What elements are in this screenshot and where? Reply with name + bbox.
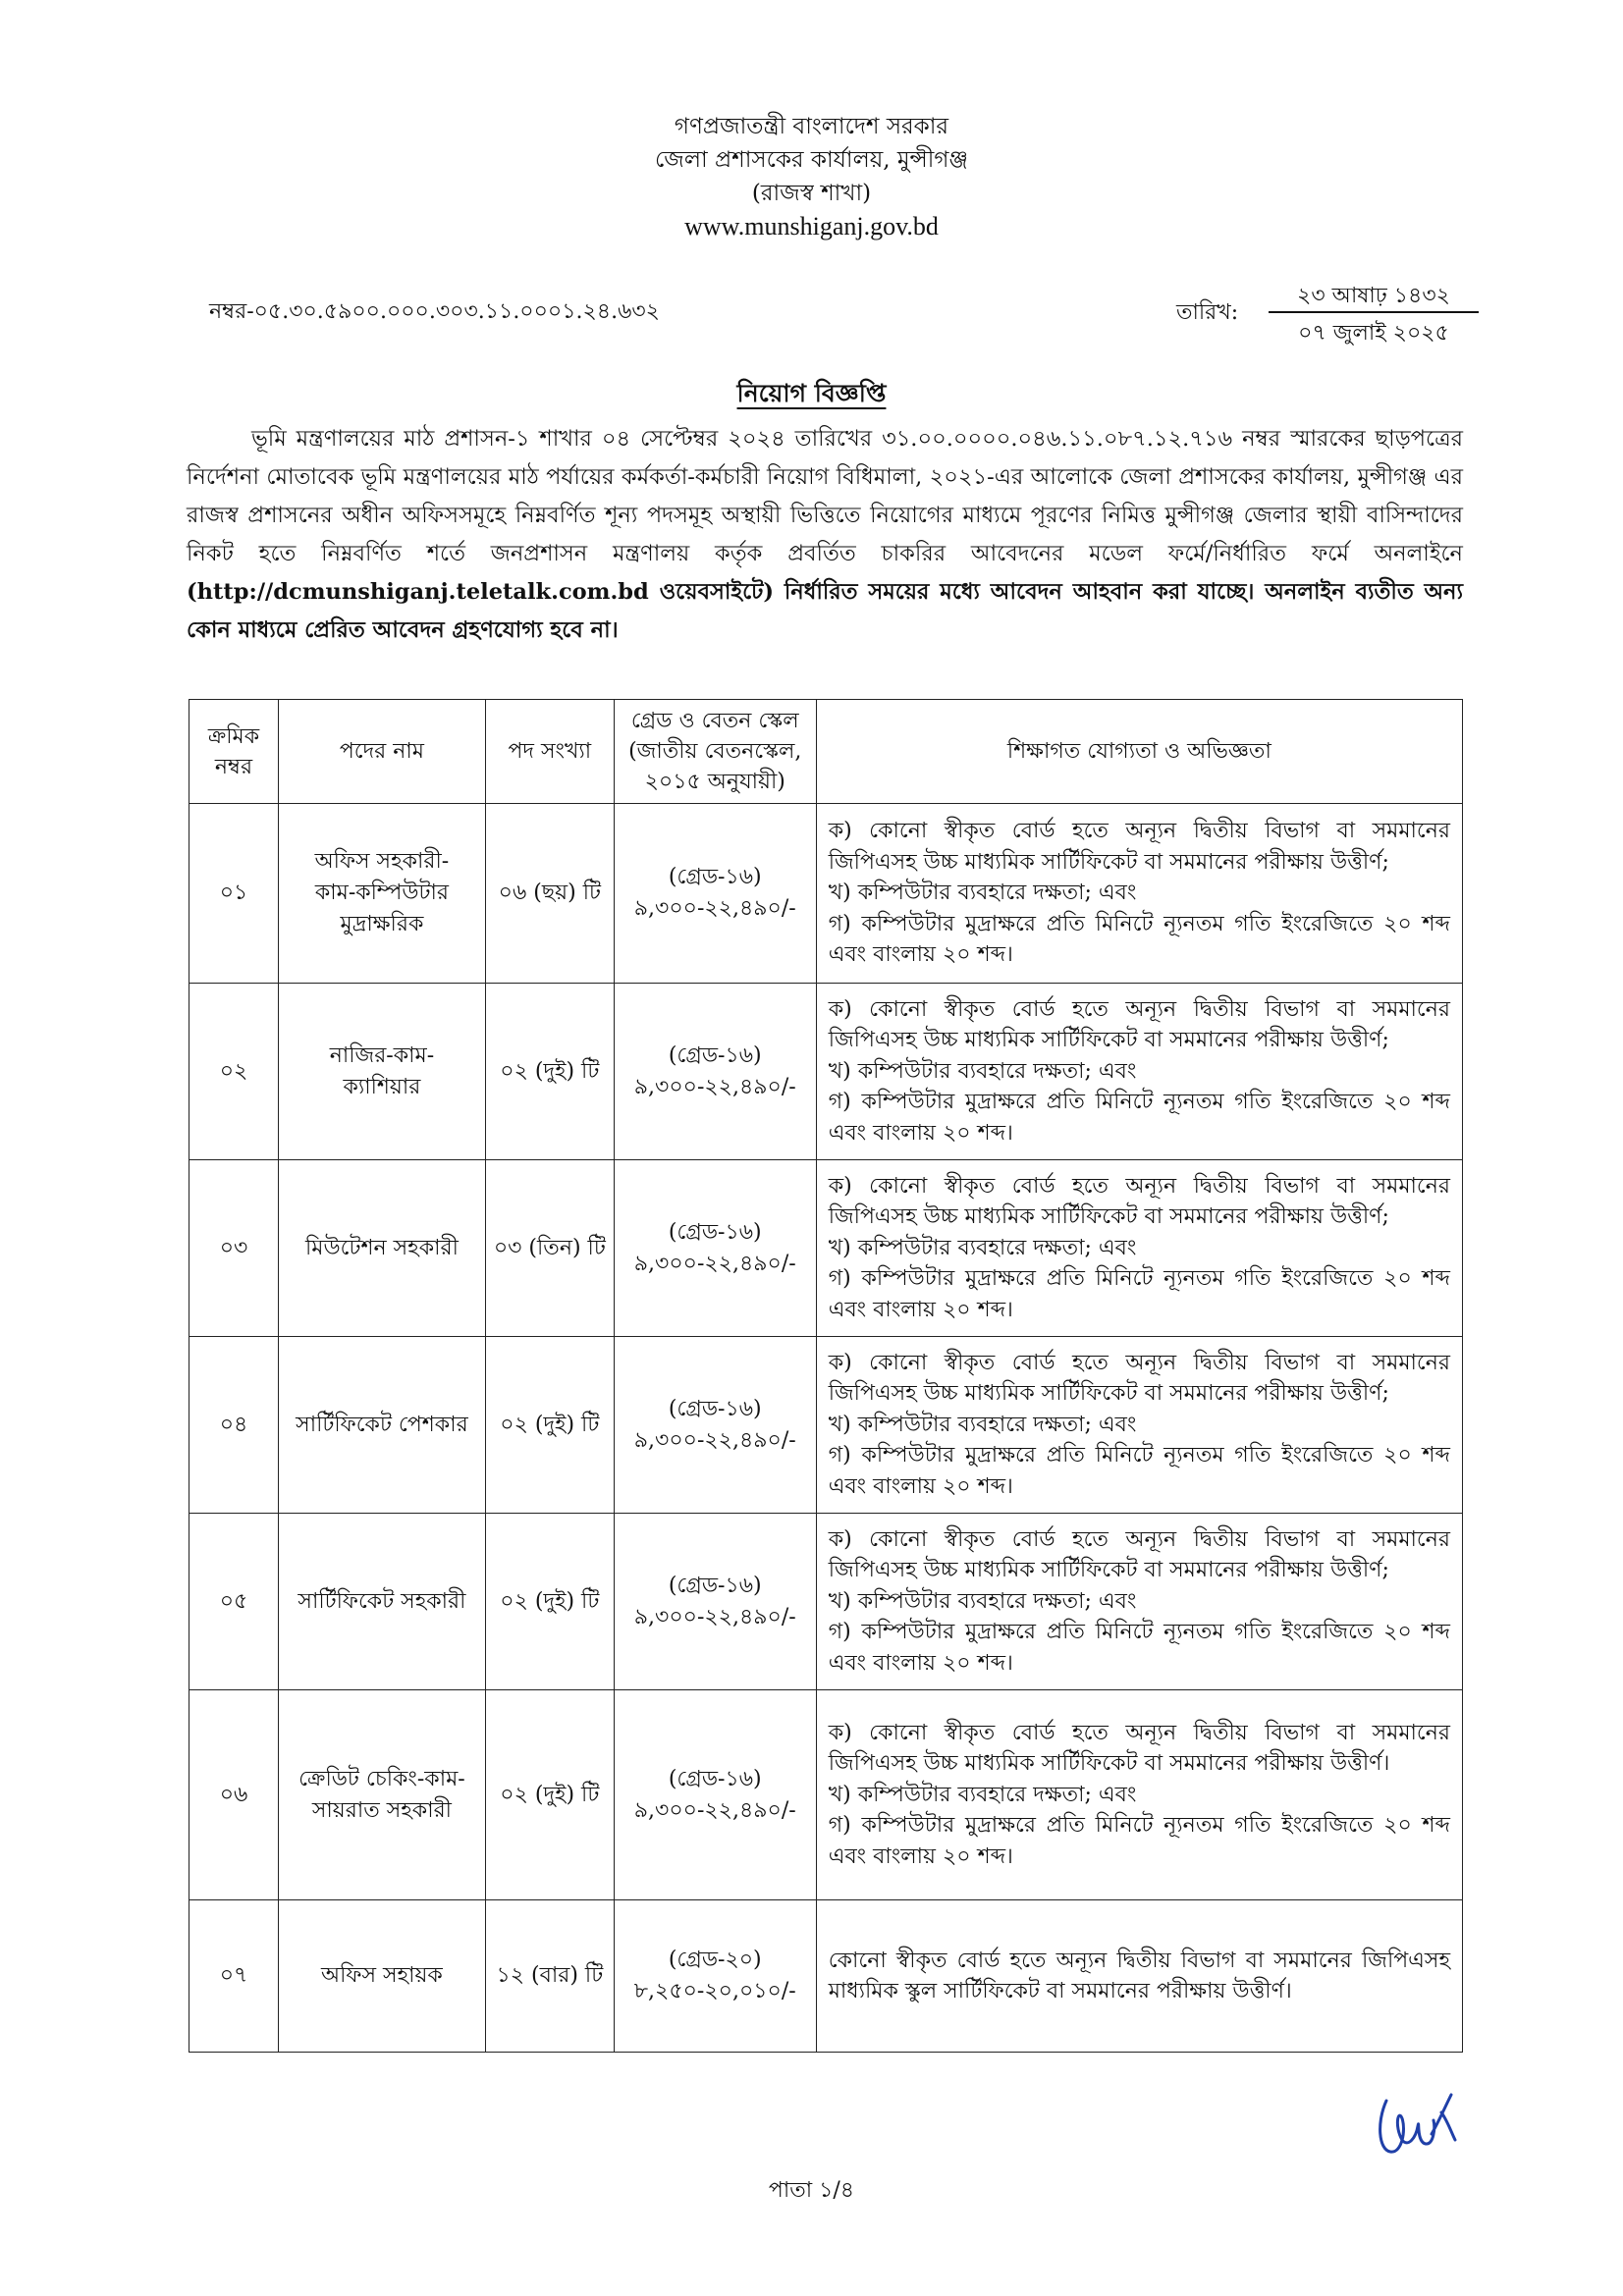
office-name: জেলা প্রশাসকের কার্যালয়, মুন্সীগঞ্জ <box>654 147 969 173</box>
qualification-item: খ) কম্পিউটার ব্যবহারে দক্ষতা; এবং <box>828 1235 1137 1260</box>
signature-mark <box>1373 2083 1461 2166</box>
row-qualification <box>816 804 1462 984</box>
table-header-row <box>189 700 1463 804</box>
row-serial: ০৪ <box>189 1337 279 1514</box>
row-grade-scale <box>614 1900 816 2053</box>
row-count: ০৩ (তিন) টি <box>485 1160 614 1337</box>
date-bangla: ২৩ আষাঢ় ১৪৩২ <box>1297 284 1450 308</box>
notice-title-text: নিয়োগ বিজ্ঞপ্তি <box>736 379 887 407</box>
table-row <box>189 804 1463 984</box>
table-row <box>189 1690 1463 1900</box>
qualification-item: কোনো স্বীকৃত বোর্ড হতে অন্যূন দ্বিতীয় বিভাগ বা সমমানের জিপিএসহ মাধ্যমিক স্কুল সার্টিফিকেট বা সমমানের পরীক্ষায় উত্তীর্ণ। <box>828 1948 1450 2003</box>
qualification-item: গ) কম্পিউটার মুদ্রাক্ষরে প্রতি মিনিটে ন্যূনতম গতি ইংরেজিতে ২০ শব্দ এবং বাংলায় ২০ শব্দ। <box>828 1090 1450 1146</box>
page-number: পাতা ১/৪ <box>768 2178 855 2203</box>
row-pay-scale: ৯,৩০০-২২,৪৯০/- <box>633 1797 796 1823</box>
row-serial: ০৫ <box>189 1514 279 1690</box>
table-body <box>189 804 1463 2053</box>
row-serial: ০৭ <box>189 1900 279 2053</box>
row-post: মিউটেশন সহকারী <box>278 1160 485 1337</box>
date-label: তারিখ: <box>1176 300 1239 325</box>
row-qualification <box>816 1690 1462 1900</box>
row-grade: (গ্রেড-১৬) <box>668 1573 762 1598</box>
row-count: ১২ (বার) টি <box>485 1900 614 2053</box>
qualification-item: গ) কম্পিউটার মুদ্রাক্ষরে প্রতি মিনিটে ন্যূনতম গতি ইংরেজিতে ২০ শব্দ এবং বাংলায় ২০ শব্দ। <box>828 1266 1450 1322</box>
row-pay-scale: ৮,২৫০-২০,০১০/- <box>633 1979 796 2003</box>
row-pay-scale: ৯,৩০০-২২,৪৯০/- <box>633 1251 796 1276</box>
intro-body: ভূমি মন্ত্রণালয়ের মাঠ প্রশাসন-১ শাখার ০৪ সেপ্টেম্বর ২০২৪ তারিখের ৩১.০০.০০০০.০৪৬.১১.০৮৭.১২.৭১৬ নম্বর স্মারকের ছাড়পত্রের নির্দেশনা মোতাবেক ভূমি মন্ত্রণালয়ের মাঠ পর্যায়ের কর্মকর্তা-কর্মচারী নিয়োগ বিধিমালা, ২০২১-এর আলোকে জেলা প্রশাসকের কার্যালয়, মুন্সীগঞ্জ এর রাজস্ব প্রশাসনের অধীন অফিসসমূহে নিম্নবর্ণিত শূন্য পদসমূহ অস্থায়ী ভিত্তিতে নিয়োগের মাধ্যমে পূরণের নিমিত্ত মুন্সীগঞ্জ জেলার স্থায়ী বাসিন্দাদের নিকট হতে নিম্নবর্ণিত শর্তে জনপ্রশাসন মন্ত্রণালয় কর্তৃক প্রবর্তিত চাকরির আবেদনের মডেল ফর্মে/নির্ধারিত ফর্মে অনলাইনে <box>187 426 1463 566</box>
row-grade: (গ্রেড-১৬) <box>668 1042 762 1068</box>
row-grade-scale <box>614 1160 816 1337</box>
row-post: নাজির-কাম-ক্যাশিয়ার <box>278 984 485 1160</box>
row-count: ০২ (দুই) টি <box>485 984 614 1160</box>
row-serial: ০৩ <box>189 1160 279 1337</box>
row-grade-scale <box>614 804 816 984</box>
row-qualification <box>816 1514 1462 1690</box>
row-pay-scale: ৯,৩০০-২২,৪৯০/- <box>633 1427 796 1453</box>
qualification-item: খ) কম্পিউটার ব্যবহারে দক্ষতা; এবং <box>828 1588 1137 1614</box>
date-divider <box>1269 311 1479 313</box>
row-count: ০৬ (ছয়) টি <box>485 804 614 984</box>
row-grade-scale <box>614 1337 816 1514</box>
qualification-item: গ) কম্পিউটার মুদ্রাক্ষরে প্রতি মিনিটে ন্যূনতম গতি ইংরেজিতে ২০ শব্দ এবং বাংলায় ২০ শব্দ। <box>828 1813 1450 1869</box>
qualification-item: ক) কোনো স্বীকৃত বোর্ড হতে অন্যূন দ্বিতীয় বিভাগ বা সমমানের জিপিএসহ উচ্চ মাধ্যমিক সার্টিফিকেট বা সমমানের পরীক্ষায় উত্তীর্ণ; <box>828 1526 1450 1583</box>
table-row <box>189 1160 1463 1337</box>
header-count: পদ সংখ্যা <box>485 700 614 804</box>
row-grade: (গ্রেড-১৬) <box>668 865 762 889</box>
row-serial: ০৬ <box>189 1690 279 1900</box>
qualification-item: গ) কম্পিউটার মুদ্রাক্ষরে প্রতি মিনিটে ন্যূনতম গতি ইংরেজিতে ২০ শব্দ এবং বাংলায় ২০ শব্দ। <box>828 1443 1450 1499</box>
row-count: ০২ (দুই) টি <box>485 1514 614 1690</box>
qualification-item: গ) কম্পিউটার মুদ্রাক্ষরে প্রতি মিনিটে ন্যূনতম গতি ইংরেজিতে ২০ শব্দ এবং বাংলায় ২০ শব্দ। <box>828 1620 1450 1676</box>
qualification-item: ক) কোনো স্বীকৃত বোর্ড হতে অন্যূন দ্বিতীয় বিভাগ বা সমমানের জিপিএসহ উচ্চ মাধ্যমিক সার্টিফিকেট বা সমমানের পরীক্ষায় উত্তীর্ণ; <box>828 819 1450 875</box>
vacancy-table <box>189 699 1463 2053</box>
date-english: ০৭ জুলাই ২০২৫ <box>1298 321 1449 346</box>
qualification-item: ক) কোনো স্বীকৃত বোর্ড হতে অন্যূন দ্বিতীয় বিভাগ বা সমমানের জিপিএসহ উচ্চ মাধ্যমিক সার্টিফিকেট বা সমমানের পরীক্ষায় উত্তীর্ণ; <box>828 1173 1450 1230</box>
table-row <box>189 1514 1463 1690</box>
qualification-item: খ) কম্পিউটার ব্যবহারে দক্ষতা; এবং <box>828 1782 1137 1807</box>
row-serial: ০২ <box>189 984 279 1160</box>
row-grade: (গ্রেড-২০) <box>668 1948 762 1972</box>
row-count: ০২ (দুই) টি <box>485 1337 614 1514</box>
row-count: ০২ (দুই) টি <box>485 1690 614 1900</box>
header-grade: গ্রেড ও বেতন স্কেল (জাতীয় বেতনস্কেল, ২০১৫ অনুযায়ী) <box>614 700 816 804</box>
qualification-item: খ) কম্পিউটার ব্যবহারে দক্ষতা; এবং <box>828 1058 1137 1084</box>
row-serial: ০১ <box>189 804 279 984</box>
row-pay-scale: ৯,৩০০-২২,৪৯০/- <box>633 1074 796 1099</box>
row-post: অফিস সহায়ক <box>278 1900 485 2053</box>
table-row <box>189 984 1463 1160</box>
row-post: সার্টিফিকেট পেশকার <box>278 1337 485 1514</box>
row-post: ক্রেডিট চেকিং-কাম-সায়রাত সহকারী <box>278 1690 485 1900</box>
memo-number: নম্বর-০৫.৩০.৫৯০০.০০০.৩০৩.১১.০০০১.২৪.৬৩২ <box>209 299 660 324</box>
government-name: গণপ্রজাতন্ত্রী বাংলাদেশ সরকার <box>674 114 949 139</box>
row-pay-scale: ৯,৩০০-২২,৪৯০/- <box>633 1604 796 1629</box>
qualification-item: ক) কোনো স্বীকৃত বোর্ড হতে অন্যূন দ্বিতীয় বিভাগ বা সমমানের জিপিএসহ উচ্চ মাধ্যমিক সার্টিফিকেট বা সমমানের পরীক্ষায় উত্তীর্ণ; <box>828 996 1450 1053</box>
table-row <box>189 1900 1463 2053</box>
row-grade: (গ্রেড-১৬) <box>668 1396 762 1421</box>
header-serial: ক্রমিক নম্বর <box>189 700 279 804</box>
date-block <box>1176 279 1481 347</box>
table-row <box>189 1337 1463 1514</box>
qualification-item: খ) কম্পিউটার ব্যবহারে দক্ষতা; এবং <box>828 881 1137 906</box>
row-grade-scale <box>614 984 816 1160</box>
website-url: www.munshiganj.gov.bd <box>684 212 939 240</box>
intro-paragraph <box>187 420 1463 650</box>
row-qualification <box>816 1160 1462 1337</box>
row-grade-scale <box>614 1514 816 1690</box>
qualification-item: ক) কোনো স্বীকৃত বোর্ড হতে অন্যূন দ্বিতীয় বিভাগ বা সমমানের জিপিএসহ উচ্চ মাধ্যমিক সার্টিফিকেট বা সমমানের পরীক্ষায় উত্তীর্ণ; <box>828 1350 1450 1407</box>
notice-title <box>0 374 1623 416</box>
letterhead <box>0 110 1623 243</box>
header-post: পদের নাম <box>278 700 485 804</box>
row-post: অফিস সহকারী-কাম-কম্পিউটার মুদ্রাক্ষরিক <box>278 804 485 984</box>
intro-bold: (http://dcmunshiganj.teletalk.com.bd ওয়েবসাইটে) নির্ধারিত সময়ের মধ্যে আবেদন আহবান করা যাচ্ছে। অনলাইন ব্যতীত অন্য কোন মাধ্যমে প্রেরিত আবেদন গ্রহণযোগ্য হবে না। <box>187 579 1463 643</box>
row-grade: (গ্রেড-১৬) <box>668 1766 762 1791</box>
row-pay-scale: ৯,৩০০-২২,৪৯০/- <box>633 896 796 921</box>
row-qualification <box>816 1337 1462 1514</box>
header-qualification: শিক্ষাগত যোগ্যতা ও অভিজ্ঞতা <box>816 700 1462 804</box>
row-post: সার্টিফিকেট সহকারী <box>278 1514 485 1690</box>
row-qualification <box>816 1900 1462 2053</box>
section-name: (রাজস্ব শাখা) <box>751 181 872 206</box>
row-grade-scale <box>614 1690 816 1900</box>
row-qualification <box>816 984 1462 1160</box>
qualification-item: ক) কোনো স্বীকৃত বোর্ড হতে অন্যূন দ্বিতীয় বিভাগ বা সমমানের জিপিএসহ উচ্চ মাধ্যমিক সার্টিফিকেট বা সমমানের পরীক্ষায় উত্তীর্ণ। <box>828 1720 1450 1777</box>
qualification-item: খ) কম্পিউটার ব্যবহারে দক্ষতা; এবং <box>828 1412 1137 1437</box>
row-grade: (গ্রেড-১৬) <box>668 1219 762 1245</box>
qualification-item: গ) কম্পিউটার মুদ্রাক্ষরে প্রতি মিনিটে ন্যূনতম গতি ইংরেজিতে ২০ শব্দ এবং বাংলায় ২০ শব্দ। <box>828 911 1450 968</box>
